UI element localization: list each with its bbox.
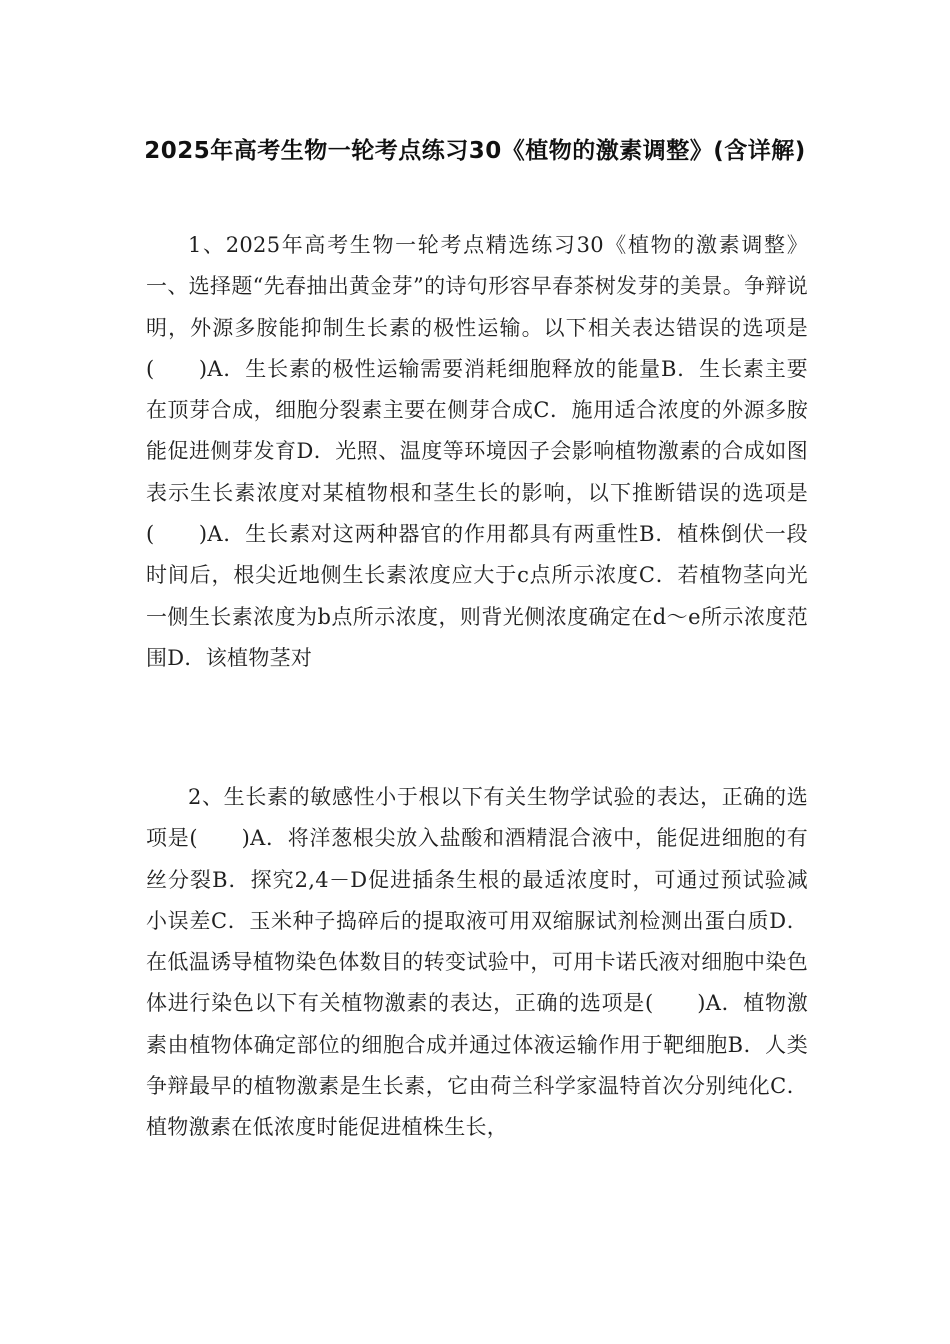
- document-title: 2025年高考生物一轮考点练习30《植物的激素调整》(含详解): [144, 138, 806, 164]
- paragraph-2: 2、生长素的敏感性小于根以下有关生物学试验的表达，正确的选项是( )A．将洋葱根尖放入盐酸和酒精混合液中，能促进细胞的有丝分裂B．探究2,4－D促进插条生根的最适浓度时，可通过预试验减小误差C．玉米种子捣碎后的提取液可用双缩脲试剂检测出蛋白质D．在低温诱导植物染色体数目的转变试验中，可用卡诺氏液对细胞中染色体进行染色以下有关植物激素的表达，正确的选项是( )A．植物激素由植物体确定部位的细胞合成并通过体液运输作用于靶细胞B．人类争辩最早的植物激素是生长素，它由荷兰科学家温特首次分别纯化C．植物激素在低浓度时能促进植株生长，: [146, 785, 808, 1140]
- paragraph-1: 1、2025年高考生物一轮考点精选练习30《植物的激素调整》一、选择题“先春抽出黄金芽”的诗句形容早春茶树发芽的美景。争辩说明，外源多胺能抑制生长素的极性运输。以下相关表达错误的选项是( )A．生长素的极性运输需要消耗细胞释放的能量B．生长素主要在顶芽合成，细胞分裂素主要在侧芽合成C．施用适合浓度的外源多胺能促进侧芽发育D．光照、温度等环境因子会影响植物激素的合成如图表示生长素浓度对某植物根和茎生长的影响，以下推断错误的选项是( )A．生长素对这两种器官的作用都具有两重性B．植株倒伏一段时间后，根尖近地侧生长素浓度应大于c点所示浓度C．若植物茎向光一侧生长素浓度为b点所示浓度，则背光侧浓度确定在d～e所示浓度范围D．该植物茎对: [146, 233, 808, 670]
